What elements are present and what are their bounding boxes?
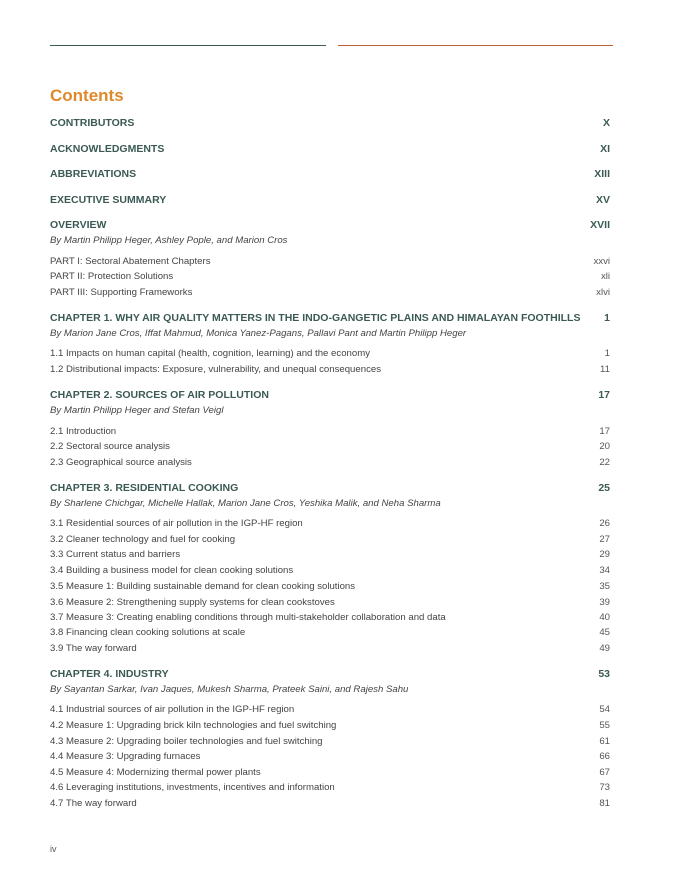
toc-entry-label: 4.1 Industrial sources of air pollution in the IGP-HF region: [50, 704, 295, 715]
toc-entry-label: 4.5 Measure 4: Modernizing thermal power plants: [50, 767, 261, 778]
page-title: Contents: [50, 86, 124, 105]
toc-heading-entry[interactable]: [50, 482, 610, 494]
toc-section-entry[interactable]: [50, 627, 610, 638]
toc-section-entry[interactable]: [50, 720, 610, 731]
toc-entry-label: 2.3 Geographical source analysis: [50, 457, 192, 468]
toc-entry-page: 25: [598, 482, 610, 494]
toc-entry-label: 3.4 Building a business model for clean cooking solutions: [50, 565, 294, 576]
toc-entry-page: 11: [600, 364, 610, 375]
toc-entry-label: ABBREVIATIONS: [50, 168, 137, 180]
toc-entry-label: 3.5 Measure 1: Building sustainable demand for clean cooking solutions: [50, 581, 356, 592]
toc-heading-entry[interactable]: [50, 312, 610, 324]
toc-entry-page: XI: [600, 143, 610, 155]
toc-entry-page: xxvi: [593, 256, 610, 267]
toc-entry-label: 4.4 Measure 3: Upgrading furnaces: [50, 751, 201, 762]
toc-section-entry[interactable]: [50, 549, 610, 560]
toc-section-entry[interactable]: [50, 612, 610, 623]
toc-heading-entry[interactable]: [50, 668, 610, 680]
toc-entry-page: 35: [599, 581, 610, 592]
toc-entry-label: 3.2 Cleaner technology and fuel for cooking: [50, 534, 236, 545]
toc-section-entry[interactable]: [50, 364, 610, 375]
toc-entry-label: 3.9 The way forward: [50, 643, 137, 654]
header-rule-right: [338, 45, 613, 46]
toc-entry-page: 61: [599, 736, 610, 747]
toc-entry-page: 20: [599, 441, 610, 452]
toc-entry-label: 2.2 Sectoral source analysis: [50, 441, 170, 452]
toc-heading-entry[interactable]: [50, 143, 610, 155]
toc-section-entry[interactable]: [50, 457, 610, 468]
author-line: By Martin Philipp Heger and Stefan Veigl: [50, 405, 224, 416]
toc-entry-page: X: [602, 117, 610, 129]
toc-entry-label: 4.2 Measure 1: Upgrading brick kiln technologies and fuel switching: [50, 720, 337, 731]
toc-section-entry[interactable]: [50, 798, 610, 809]
toc-heading-entry[interactable]: [50, 117, 610, 129]
toc-section-entry[interactable]: [50, 256, 610, 267]
toc-entry-page: 27: [599, 534, 610, 545]
toc-entry-page: 55: [599, 720, 610, 731]
toc-entry-label: 3.7 Measure 3: Creating enabling conditions through multi-stakeholder collaboration and data: [50, 612, 446, 623]
toc-section-entry[interactable]: [50, 348, 610, 359]
toc-section-entry[interactable]: [50, 565, 610, 576]
author-line: By Marion Jane Cros, Iffat Mahmud, Monica Yanez-Pagans, Pallavi Pant and Martin Philipp Heger: [50, 328, 467, 339]
toc-entry-label: 4.6 Leveraging institutions, investments, incentives and information: [50, 782, 335, 793]
page-number: iv: [50, 844, 57, 854]
toc-section-entry[interactable]: [50, 271, 610, 282]
author-line: By Martin Philipp Heger, Ashley Pople, and Marion Cros: [50, 235, 288, 246]
toc-entry-label: 3.6 Measure 2: Strengthening supply systems for clean cookstoves: [50, 597, 335, 608]
toc-section-entry[interactable]: [50, 518, 610, 529]
toc-entry-label: CHAPTER 4. INDUSTRY: [50, 668, 169, 680]
toc-section-entry[interactable]: [50, 441, 610, 452]
toc-entry-label: EXECUTIVE SUMMARY: [50, 194, 167, 206]
toc-entry-page: 81: [599, 798, 610, 809]
toc-entry-page: 66: [599, 751, 610, 762]
author-line: By Sharlene Chichgar, Michelle Hallak, Marion Jane Cros, Yeshika Malik, and Neha Sharma: [50, 498, 441, 509]
toc-section-entry[interactable]: [50, 426, 610, 437]
toc-heading-entry[interactable]: [50, 219, 610, 231]
toc-entry-page: 54: [599, 704, 610, 715]
toc-entry-label: OVERVIEW: [50, 219, 107, 231]
toc-section-entry[interactable]: [50, 782, 610, 793]
toc-entry-page: 40: [599, 612, 610, 623]
toc-entry-label: 1.1 Impacts on human capital (health, cognition, learning) and the economy: [50, 348, 370, 359]
toc-heading-entry[interactable]: [50, 194, 610, 206]
toc-entry-page: 49: [599, 643, 610, 654]
toc-entry-label: PART III: Supporting Frameworks: [50, 287, 193, 298]
toc-entry-label: 4.7 The way forward: [50, 798, 137, 809]
toc-section-entry[interactable]: [50, 751, 610, 762]
toc-entry-page: 26: [599, 518, 610, 529]
header-rule-left: [50, 45, 326, 46]
toc-entry-label: PART I: Sectoral Abatement Chapters: [50, 256, 211, 267]
toc-section-entry[interactable]: [50, 597, 610, 608]
toc-entry-label: CHAPTER 3. RESIDENTIAL COOKING: [50, 482, 239, 494]
toc-entry-label: ACKNOWLEDGMENTS: [50, 143, 165, 155]
toc-entry-page: 1: [604, 312, 610, 324]
toc-section-entry[interactable]: [50, 704, 610, 715]
toc-section-entry[interactable]: [50, 736, 610, 747]
toc-section-entry[interactable]: [50, 287, 610, 298]
toc-entry-page: xli: [600, 271, 610, 282]
toc-entry-page: 17: [599, 426, 610, 437]
author-line: By Sayantan Sarkar, Ivan Jaques, Mukesh Sharma, Prateek Saini, and Rajesh Sahu: [50, 684, 409, 695]
toc-heading-entry[interactable]: [50, 168, 610, 180]
toc-entry-label: 3.1 Residential sources of air pollution in the IGP-HF region: [50, 518, 303, 529]
toc-entry-label: 1.2 Distributional impacts: Exposure, vulnerability, and unequal consequences: [50, 364, 381, 375]
toc-heading-entry[interactable]: [50, 389, 610, 401]
toc-entry-page: 29: [599, 549, 610, 560]
toc-entry-page: 45: [599, 627, 610, 638]
toc-entry-label: PART II: Protection Solutions: [50, 271, 174, 282]
toc-section-entry[interactable]: [50, 643, 610, 654]
toc-entry-page: 34: [599, 565, 610, 576]
toc-entry-page: 73: [599, 782, 610, 793]
toc-entry-page: XVII: [590, 219, 610, 231]
toc-section-entry[interactable]: [50, 581, 610, 592]
toc-entry-page: 67: [599, 767, 610, 778]
toc-entry-label: 2.1 Introduction: [50, 426, 117, 437]
toc-entry-label: CHAPTER 1. WHY AIR QUALITY MATTERS IN THE INDO-GANGETIC PLAINS AND HIMALAYAN FOOTHILLS: [50, 312, 581, 324]
toc-entry-label: CONTRIBUTORS: [50, 117, 135, 129]
toc-entry-label: CHAPTER 2. SOURCES OF AIR POLLUTION: [50, 389, 269, 401]
toc-entry-page: 39: [599, 597, 610, 608]
toc-entry-page: 1: [604, 348, 610, 359]
toc-entry-page: 53: [598, 668, 610, 680]
toc-entry-page: XIII: [594, 168, 610, 180]
toc-entry-page: xlvi: [596, 287, 610, 298]
toc-entry-page: XV: [595, 194, 610, 206]
toc-entry-page: 22: [599, 457, 610, 468]
toc-entry-page: 17: [598, 389, 610, 401]
toc-section-entry[interactable]: [50, 767, 610, 778]
toc-entry-label: 3.8 Financing clean cooking solutions at scale: [50, 627, 246, 638]
toc-entry-label: 4.3 Measure 2: Upgrading boiler technologies and fuel switching: [50, 736, 323, 747]
toc-entry-label: 3.3 Current status and barriers: [50, 549, 181, 560]
toc-section-entry[interactable]: [50, 534, 610, 545]
